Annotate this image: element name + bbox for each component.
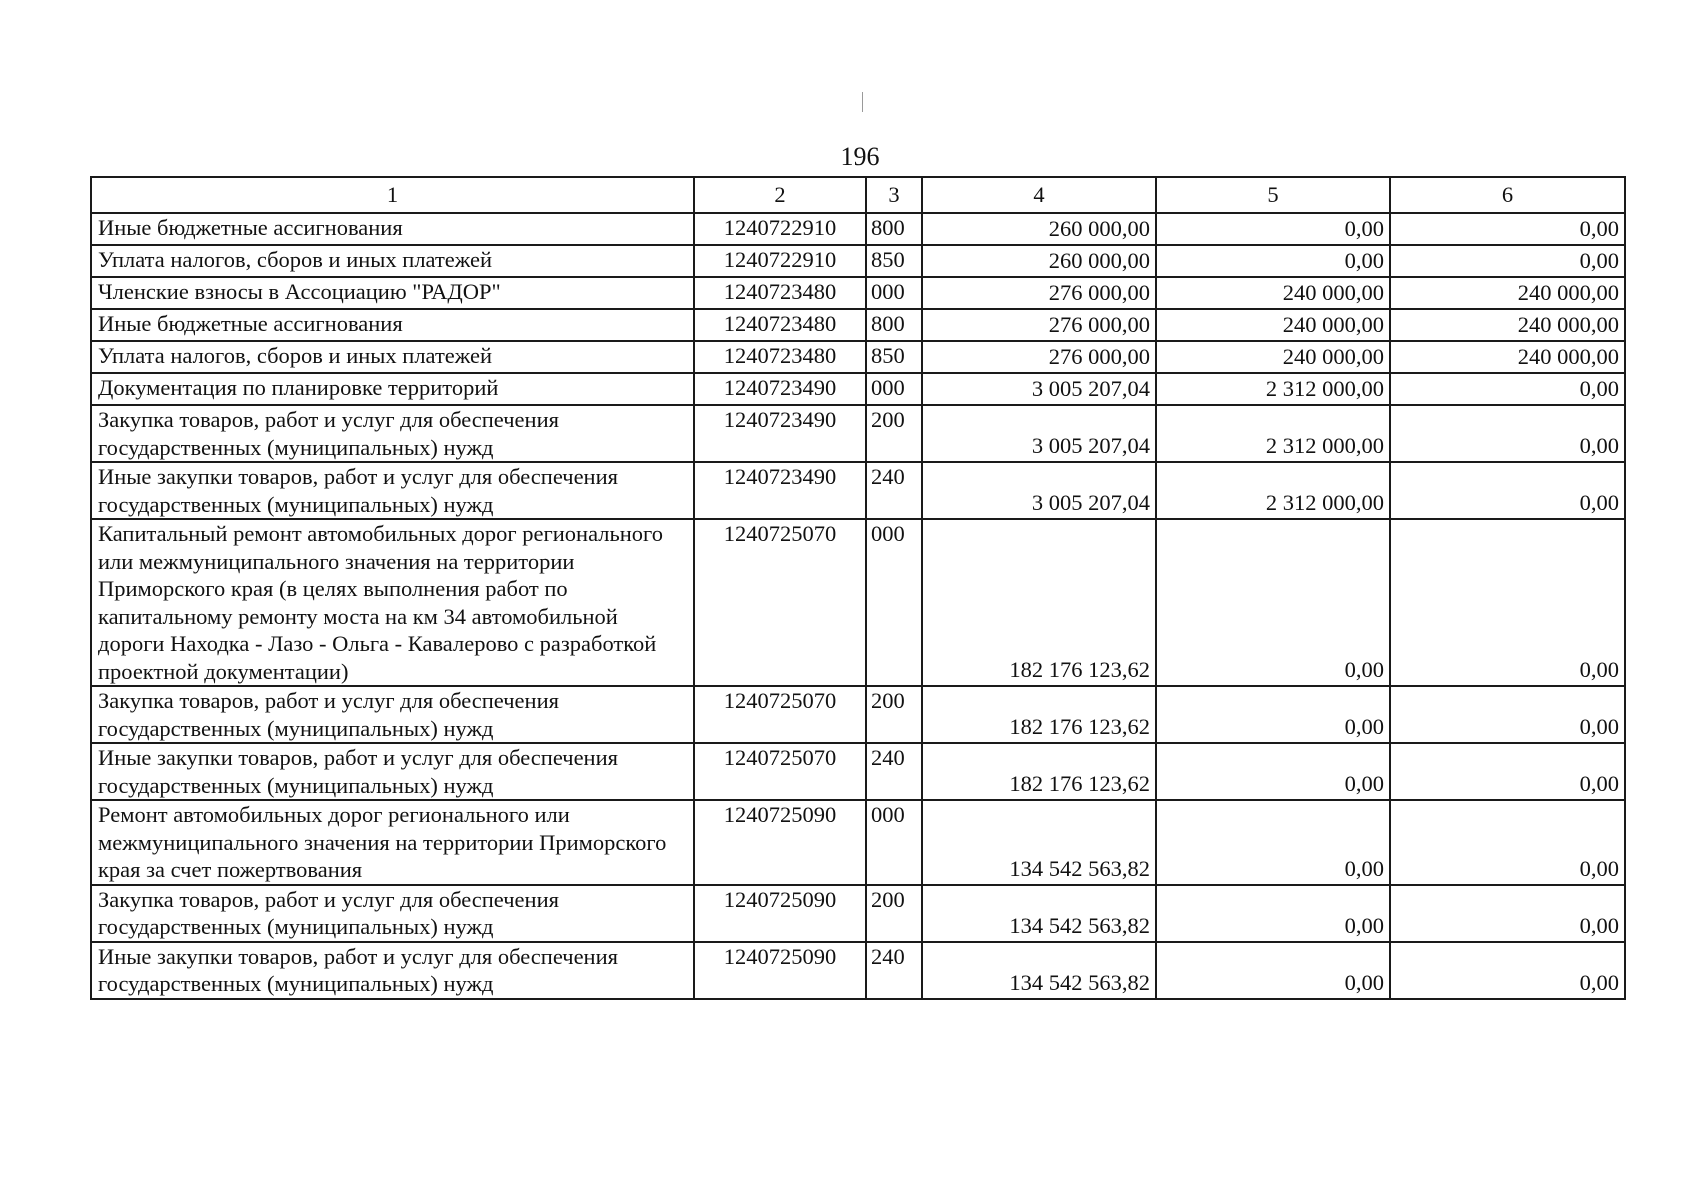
row-value-4-cell: 260 000,00: [922, 213, 1156, 245]
row-value-6-cell: 0,00: [1390, 462, 1625, 519]
column-header-1: 1: [91, 177, 694, 213]
table-row: [91, 277, 1625, 309]
row-name-cell: Уплата налогов, сборов и иных платежей: [91, 245, 694, 277]
row-kind-cell: 200: [866, 686, 922, 743]
row-name-cell: Закупка товаров, работ и услуг для обеспечения государственных (муниципальных) нужд: [91, 686, 694, 743]
row-kind-cell: 800: [866, 309, 922, 341]
row-code-cell: 1240725070: [694, 519, 866, 686]
row-name-cell: Членские взносы в Ассоциацию "РАДОР": [91, 277, 694, 309]
row-value-5-cell: 0,00: [1156, 800, 1390, 885]
row-value-4-cell: 3 005 207,04: [922, 373, 1156, 405]
row-kind-cell: 000: [866, 277, 922, 309]
row-code-cell: 1240723480: [694, 341, 866, 373]
row-value-6-cell: 0,00: [1390, 800, 1625, 885]
row-code-cell: 1240725090: [694, 885, 866, 942]
row-kind-cell: 850: [866, 341, 922, 373]
row-name-cell: Ремонт автомобильных дорог регионального или межмуниципального значения на территории Приморского края за счет пожертвования: [91, 800, 694, 885]
row-code-cell: 1240725090: [694, 942, 866, 999]
row-value-5-cell: 2 312 000,00: [1156, 462, 1390, 519]
row-value-5-cell: 0,00: [1156, 885, 1390, 942]
table-row: [91, 245, 1625, 277]
table-row: [91, 462, 1625, 519]
table-header-row: [91, 177, 1625, 213]
row-name-cell: Закупка товаров, работ и услуг для обеспечения государственных (муниципальных) нужд: [91, 405, 694, 462]
row-code-cell: 1240725090: [694, 800, 866, 885]
row-name-cell: Иные закупки товаров, работ и услуг для обеспечения государственных (муниципальных) нужд: [91, 462, 694, 519]
row-code-cell: 1240725070: [694, 686, 866, 743]
row-value-6-cell: 0,00: [1390, 743, 1625, 800]
row-code-cell: 1240723490: [694, 405, 866, 462]
row-value-4-cell: 134 542 563,82: [922, 942, 1156, 999]
row-value-4-cell: 276 000,00: [922, 309, 1156, 341]
table-row: [91, 373, 1625, 405]
row-value-4-cell: 3 005 207,04: [922, 405, 1156, 462]
row-name-cell: Иные бюджетные ассигнования: [91, 213, 694, 245]
row-value-6-cell: 240 000,00: [1390, 309, 1625, 341]
row-value-5-cell: 240 000,00: [1156, 341, 1390, 373]
table-row: [91, 519, 1625, 686]
column-header-2: 2: [694, 177, 866, 213]
column-header-3: 3: [866, 177, 922, 213]
column-header-6: 6: [1390, 177, 1625, 213]
row-value-5-cell: 0,00: [1156, 942, 1390, 999]
row-kind-cell: 200: [866, 405, 922, 462]
row-name-cell: Иные закупки товаров, работ и услуг для обеспечения государственных (муниципальных) нужд: [91, 942, 694, 999]
budget-table: [90, 176, 1626, 1000]
row-kind-cell: 000: [866, 373, 922, 405]
row-code-cell: 1240723490: [694, 373, 866, 405]
row-value-6-cell: 0,00: [1390, 519, 1625, 686]
table-row: [91, 743, 1625, 800]
table-row: [91, 686, 1625, 743]
row-value-6-cell: 240 000,00: [1390, 277, 1625, 309]
table-row: [91, 213, 1625, 245]
row-value-6-cell: 0,00: [1390, 213, 1625, 245]
row-value-5-cell: 240 000,00: [1156, 309, 1390, 341]
row-kind-cell: 240: [866, 462, 922, 519]
table-row: [91, 405, 1625, 462]
row-name-cell: Уплата налогов, сборов и иных платежей: [91, 341, 694, 373]
row-value-4-cell: 182 176 123,62: [922, 743, 1156, 800]
row-code-cell: 1240723480: [694, 309, 866, 341]
row-code-cell: 1240722910: [694, 245, 866, 277]
row-kind-cell: 000: [866, 800, 922, 885]
row-value-4-cell: 134 542 563,82: [922, 800, 1156, 885]
row-value-5-cell: 0,00: [1156, 519, 1390, 686]
row-value-6-cell: 240 000,00: [1390, 341, 1625, 373]
row-kind-cell: 240: [866, 942, 922, 999]
table-body: [91, 177, 1625, 999]
row-name-cell: Документация по планировке территорий: [91, 373, 694, 405]
column-header-5: 5: [1156, 177, 1390, 213]
row-value-5-cell: 2 312 000,00: [1156, 373, 1390, 405]
row-value-4-cell: 276 000,00: [922, 277, 1156, 309]
table-row: [91, 341, 1625, 373]
row-code-cell: 1240722910: [694, 213, 866, 245]
scan-mark: [862, 92, 863, 112]
table-row: [91, 800, 1625, 885]
row-value-6-cell: 0,00: [1390, 405, 1625, 462]
table-row: [91, 885, 1625, 942]
row-kind-cell: 000: [866, 519, 922, 686]
row-name-cell: Иные закупки товаров, работ и услуг для обеспечения государственных (муниципальных) нужд: [91, 743, 694, 800]
row-kind-cell: 240: [866, 743, 922, 800]
page-number: 196: [840, 142, 880, 171]
row-code-cell: 1240723480: [694, 277, 866, 309]
row-value-5-cell: 2 312 000,00: [1156, 405, 1390, 462]
row-kind-cell: 800: [866, 213, 922, 245]
row-value-5-cell: 0,00: [1156, 686, 1390, 743]
row-value-5-cell: 0,00: [1156, 213, 1390, 245]
row-name-cell: Закупка товаров, работ и услуг для обеспечения государственных (муниципальных) нужд: [91, 885, 694, 942]
row-value-6-cell: 0,00: [1390, 885, 1625, 942]
row-name-cell: Иные бюджетные ассигнования: [91, 309, 694, 341]
row-value-4-cell: 182 176 123,62: [922, 686, 1156, 743]
row-value-6-cell: 0,00: [1390, 942, 1625, 999]
table-row: [91, 942, 1625, 999]
row-kind-cell: 200: [866, 885, 922, 942]
row-value-5-cell: 240 000,00: [1156, 277, 1390, 309]
row-value-4-cell: 276 000,00: [922, 341, 1156, 373]
column-header-4: 4: [922, 177, 1156, 213]
row-code-cell: 1240723490: [694, 462, 866, 519]
row-code-cell: 1240725070: [694, 743, 866, 800]
row-value-6-cell: 0,00: [1390, 373, 1625, 405]
row-value-6-cell: 0,00: [1390, 686, 1625, 743]
row-value-5-cell: 0,00: [1156, 743, 1390, 800]
row-value-4-cell: 260 000,00: [922, 245, 1156, 277]
row-name-cell: Капитальный ремонт автомобильных дорог регионального или межмуниципального значения на территории Приморского края (в целях выполнения работ по капитальному ремонту моста на км 34 автомобильной дороги Находка - Лазо - Ольга - Кавалерово с разработкой проектной документации): [91, 519, 694, 686]
row-value-6-cell: 0,00: [1390, 245, 1625, 277]
row-kind-cell: 850: [866, 245, 922, 277]
row-value-5-cell: 0,00: [1156, 245, 1390, 277]
table-row: [91, 309, 1625, 341]
row-value-4-cell: 134 542 563,82: [922, 885, 1156, 942]
row-value-4-cell: 3 005 207,04: [922, 462, 1156, 519]
row-value-4-cell: 182 176 123,62: [922, 519, 1156, 686]
